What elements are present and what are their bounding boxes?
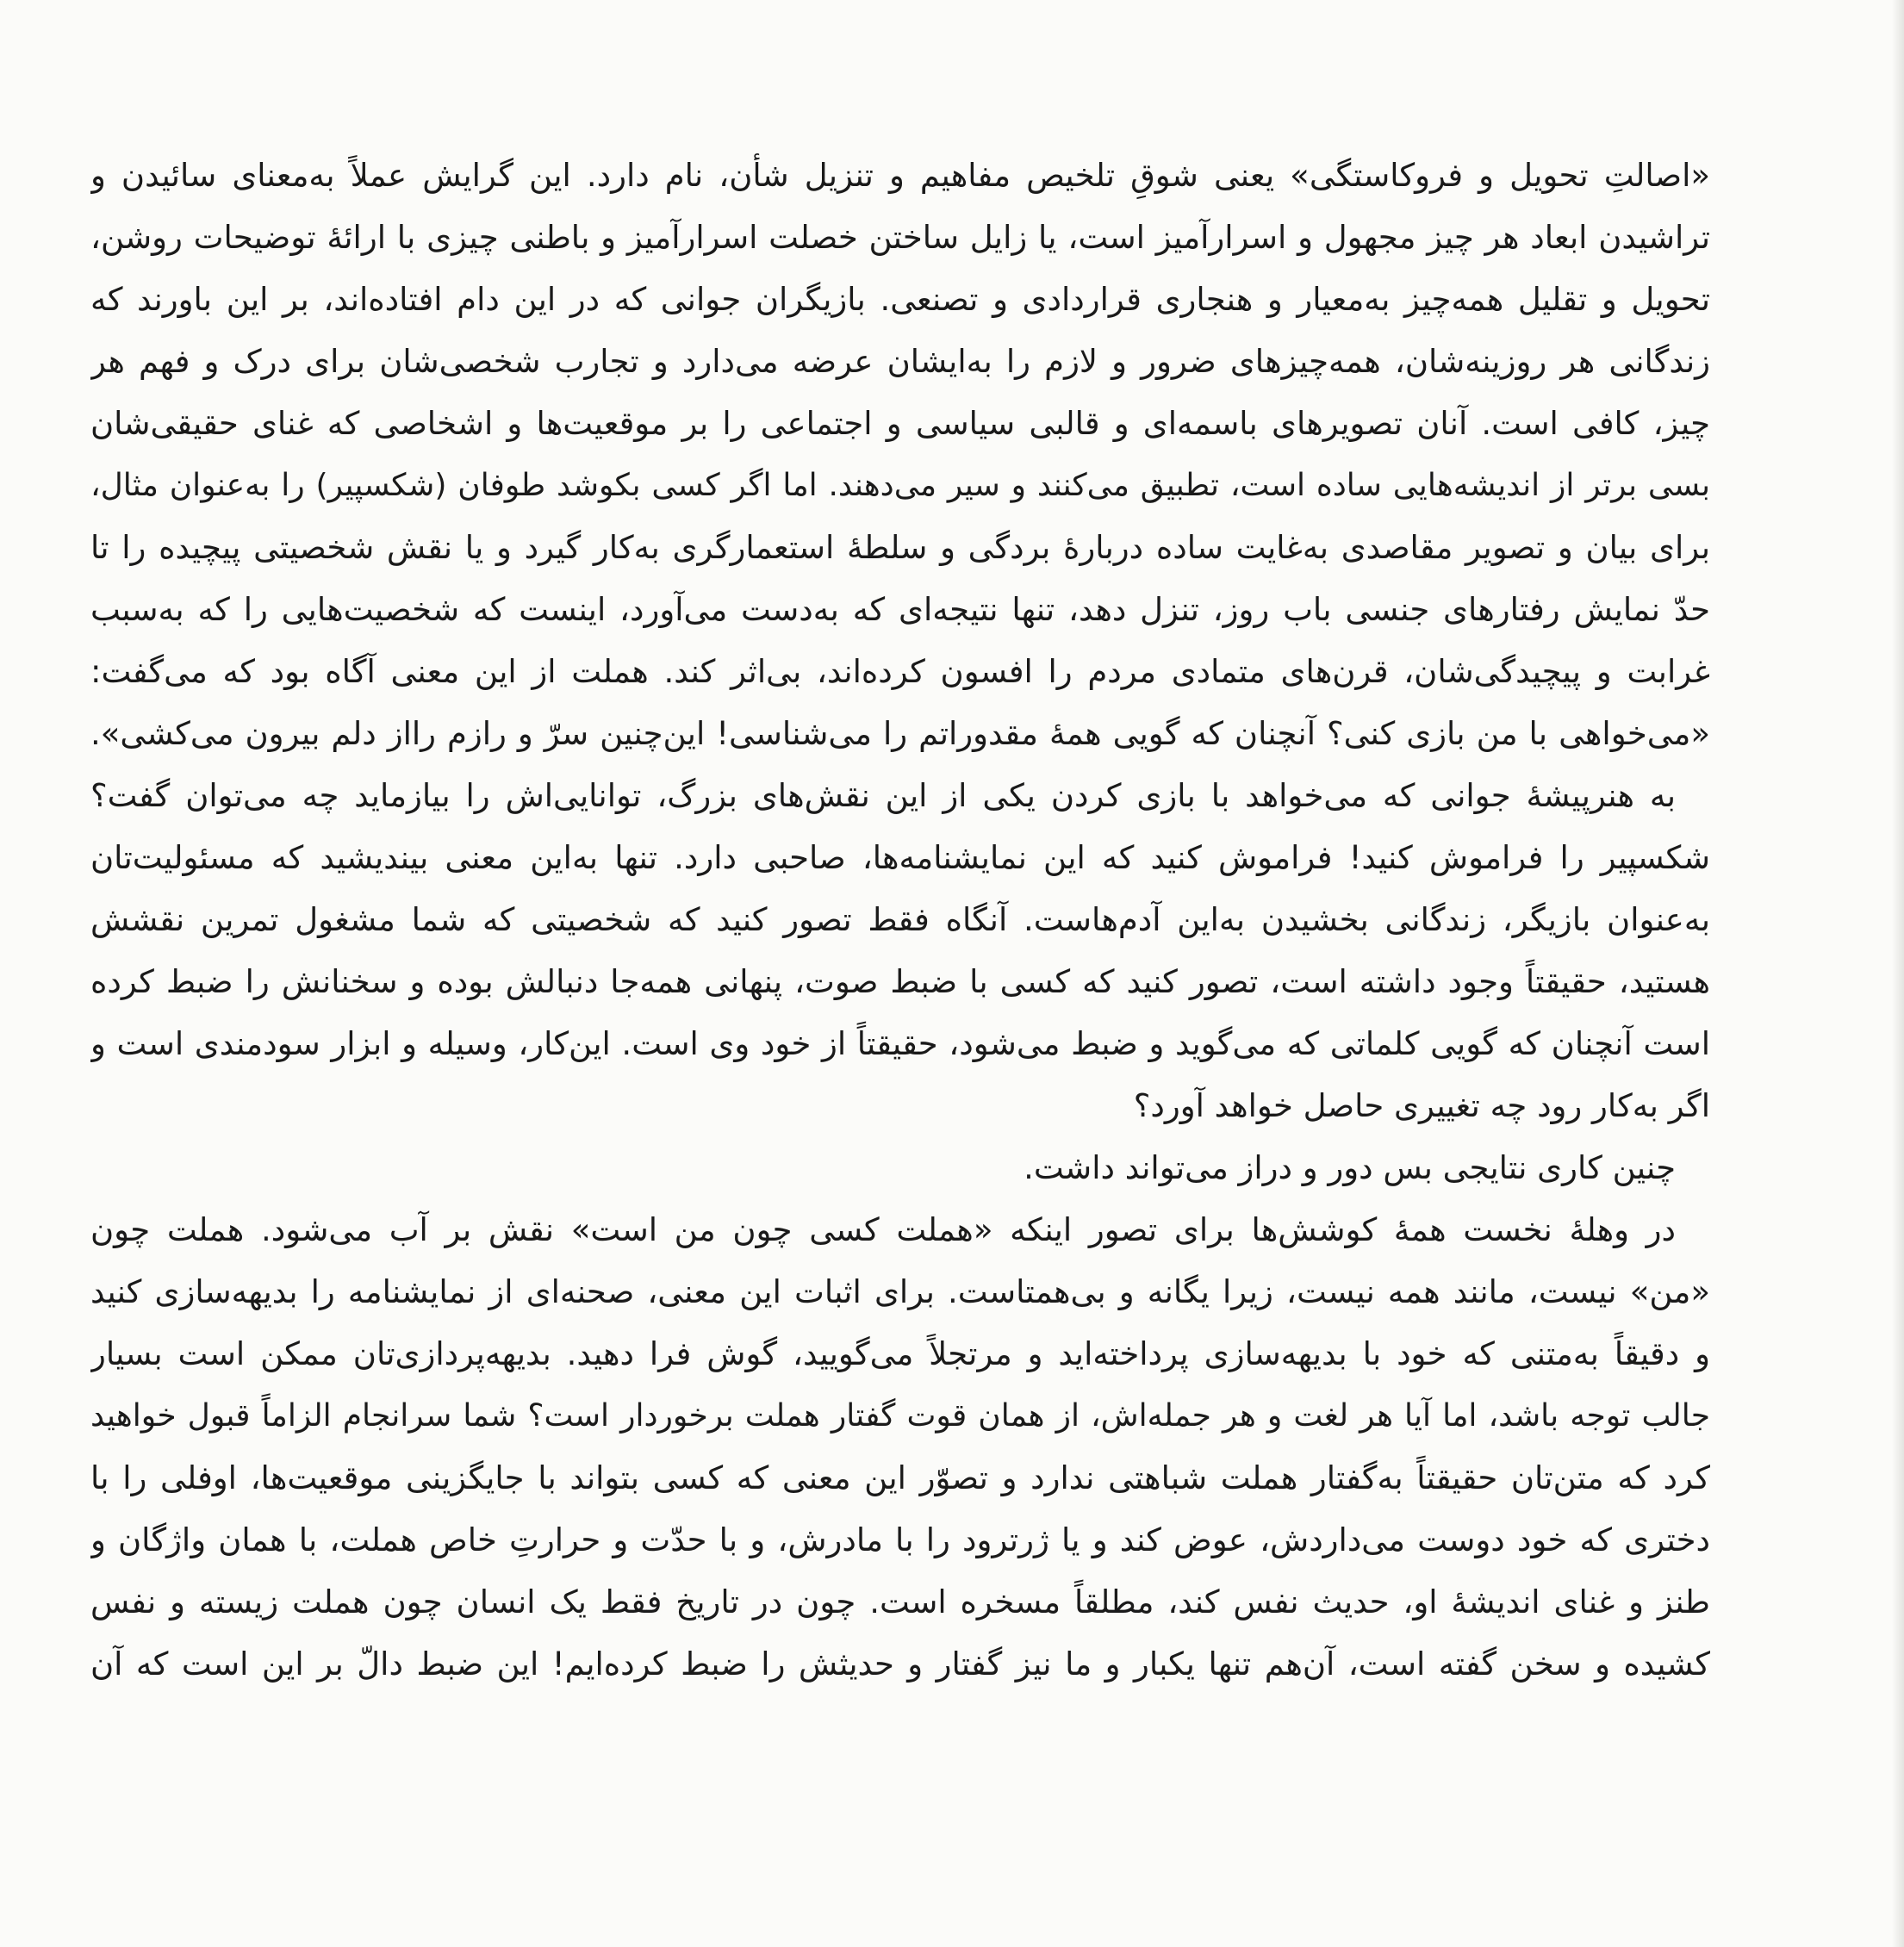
text-line: به‌عنوان بازیگر، زندگانی بخشیدن به‌این آدم‌هاست. آنگاه فقط تصور کنید که شخصیتی که شما مشغول تمرین نقشش xyxy=(90,901,1710,938)
text-line: «من» نیست، مانند همه نیست، زیرا یگانه و بی‌همتاست. برای اثبات این معنی، صحنه‌ای از نمایشنامه را بدیهه‌سازی کنید xyxy=(90,1273,1710,1310)
text-line: زندگانی هر روزینه‌شان، همه‌چیزهای ضرور و لازم را به‌ایشان عرضه می‌دارد و تجارب شخصی‌شان برای درک و فهم هر xyxy=(90,343,1710,380)
text-line: برای بیان و تصویر مقاصدی به‌غایت ساده دربارهٔ بردگی و سلطهٔ استعمارگری به‌کار گیرد و یا نقش شخصیتی پیچیده را تا xyxy=(90,529,1710,566)
text-line: جالب توجه باشد، اما آیا هر لغت و هر جمله‌اش، از همان قوت گفتار هملت برخوردار است؟ شما سرانجام الزاماً قبول خواهید xyxy=(90,1398,1710,1434)
text-line: غرابت و پیچیدگی‌شان، قرن‌های متمادی مردم را افسون کرده‌اند، بی‌اثر کند. هملت از این معنی آگاه بود که می‌گفت: xyxy=(90,653,1710,690)
text-line: تحویل و تقلیل همه‌چیز به‌معیار و هنجاری قراردادی و تصنعی. بازیگران جوانی که در این دام افتاده‌اند، بر این باورند که xyxy=(90,281,1710,318)
text-line: است آنچنان که گویی کلماتی که می‌گوید و ضبط می‌شود، حقیقتاً از خود وی است. این‌کار، وسیله و ابزار سودمندی است و xyxy=(90,1025,1710,1062)
text-line: حدّ نمایش رفتارهای جنسی باب روز، تنزل دهد، تنها نتیجه‌ای که به‌دست می‌آورد، اینست که شخصیت‌هایی را که به‌سبب xyxy=(90,591,1710,628)
text-line: و دقیقاً به‌متنی که خود با بدیهه‌سازی پرداخته‌اید و مرتجلاً می‌گویید، گوش فرا دهید. بدیهه‌پردازی‌تان ممکن است بسیار xyxy=(90,1335,1710,1372)
text-line: هستید، حقیقتاً وجود داشته است، تصور کنید که کسی با ضبط صوت، پنهانی همه‌جا دنبالش بوده و سخنانش را ضبط کرده xyxy=(90,963,1710,1000)
text-line: دختری که خود دوست می‌داردش، عوض کند و یا ژرترود را با مادرش، و با حدّت و حرارتِ خاص هملت، با همان واژگان و xyxy=(90,1521,1710,1558)
text-line: بسی برتر از اندیشه‌هایی ساده است، تطبیق می‌کنند و سیر می‌دهند. اما اگر کسی بکوشد طوفان (شکسپیر) را به‌عنوان مثال، xyxy=(90,468,1710,503)
text-line: شکسپیر را فراموش کنید! فراموش کنید که این نمایشنامه‌ها، صاحبی دارد. تنها به‌این معنی بیندیشید که مسئولیت‌تان xyxy=(90,839,1710,876)
text-line: کشیده و سخن گفته است، آن‌هم تنها یکبار و ما نیز گفتار و حدیثش را ضبط کرده‌ایم! این ضبط دالّ بر این است که آن xyxy=(90,1645,1710,1683)
text-line: اگر به‌کار رود چه تغییری حاصل خواهد آورد؟ xyxy=(1133,1087,1710,1124)
text-line: چنین کاری نتایجی بس دور و دراز می‌تواند داشت. xyxy=(1024,1149,1676,1186)
page-edge xyxy=(1892,0,1904,1947)
text-line: چیز، کافی است. آنان تصویرهای باسمه‌ای و قالبی سیاسی و اجتماعی را بر موقعیت‌ها و اشخاصی که غنای حقیقی‌شان xyxy=(90,405,1710,442)
text-line: طنز و غنای اندیشهٔ او، حدیث نفس کند، مطلقاً مسخره است. چون در تاریخ فقط یک انسان چون هملت زیسته و نفس xyxy=(90,1583,1710,1620)
text-line: «می‌خواهی با من بازی کنی؟ آنچنان که گویی همهٔ مقدوراتم را می‌شناسی! این‌چنین سرّ و رازم رااز دلم بیرون می‌کشی». xyxy=(90,715,1710,752)
body-text xyxy=(90,145,1710,1695)
text-line: در وهلهٔ نخست همهٔ کوشش‌ها برای تصور اینکه «هملت کسی چون من است» نقش بر آب می‌شود. هملت چون xyxy=(90,1211,1676,1248)
text-line: تراشیدن ابعاد هر چیز مجهول و اسرارآمیز است، یا زایل ساختن خصلت اسرارآمیز و باطنی چیزی با ارائهٔ توضیحات روشن، xyxy=(90,219,1710,256)
text-line: به هنرپیشهٔ جوانی که می‌خواهد با بازی کردن یکی از این نقش‌های بزرگ، توانایی‌اش را بیازماید چه می‌توان گفت؟ xyxy=(90,777,1676,814)
text-line: کرد که متن‌تان حقیقتاً به‌گفتار هملت شباهتی ندارد و تصوّر این معنی که کسی بتواند با جایگزینی موقعیت‌ها، اوفلی را با xyxy=(90,1459,1710,1496)
text-line: «اصالتِ تحویل و فروکاستگی» یعنی شوقِ تلخیص مفاهیم و تنزیل شأن، نام دارد. این گرایش عملاً به‌معنای سائیدن و xyxy=(90,157,1710,194)
